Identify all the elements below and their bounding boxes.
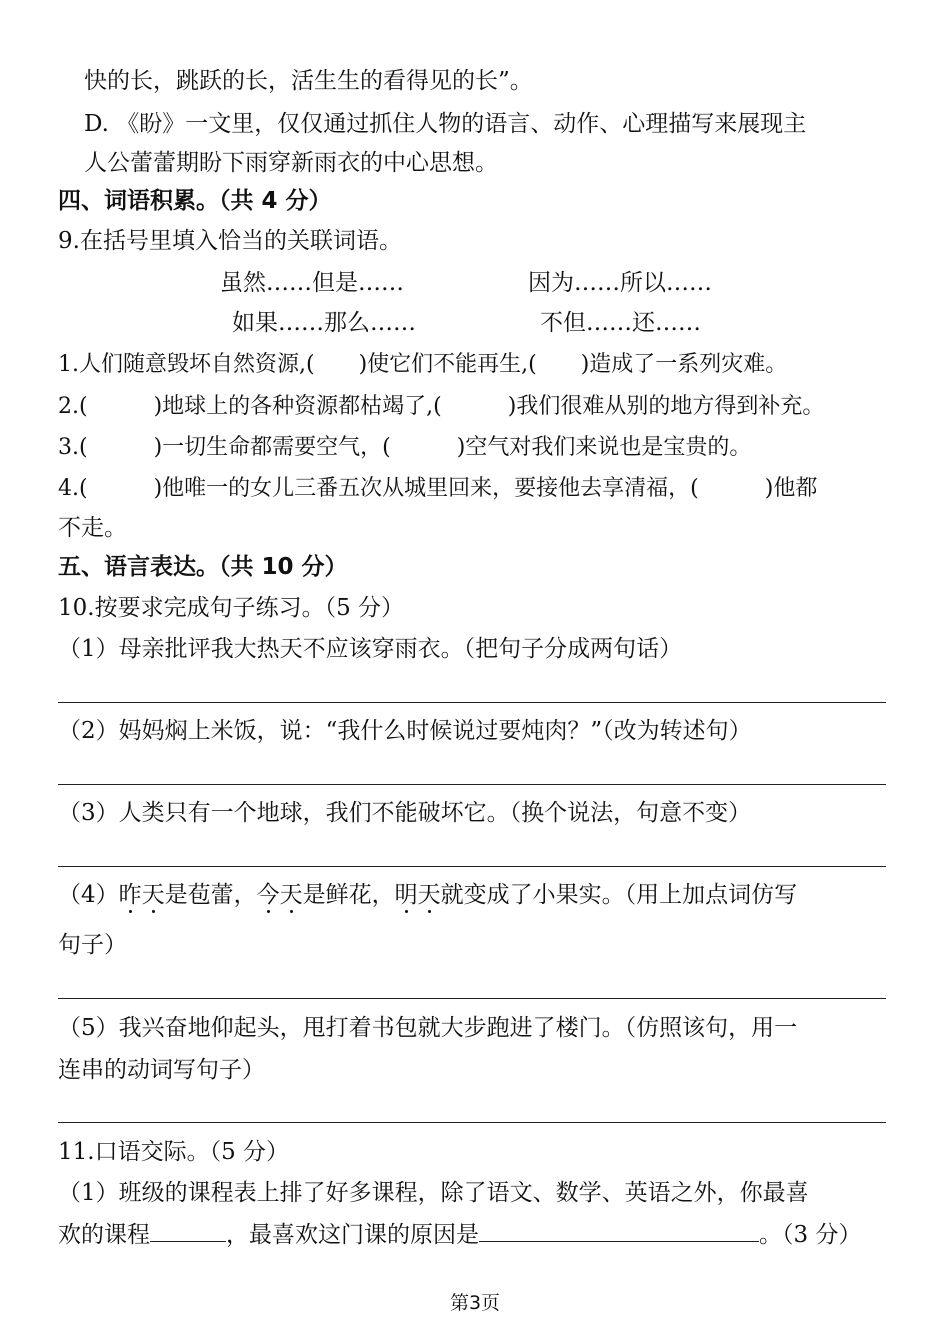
option-c-tail: 快的长，跳跃的长，活生生的看得见的长”。 <box>84 68 533 94</box>
answer-blank-course[interactable] <box>150 1219 226 1242</box>
question-10-5-line2: 连串的动词写句子） <box>58 1057 265 1083</box>
q11-1-suffix: 。（3 分） <box>759 1222 862 1248</box>
dotted-char: 天 <box>141 882 165 908</box>
question-11-1-line1: （1）班级的课程表上排了好多课程，除了语文、数学、英语之外，你最喜 <box>58 1180 809 1206</box>
dotted-char: 明 <box>394 882 418 908</box>
question-10-5-line1: （5）我兴奋地仰起头，甩打着书包就大步跑进了楼门。（仿照该句，用一 <box>58 1015 798 1041</box>
fill-item-1: 1.人们随意毁坏自然资源,( )使它们不能再生,( )造成了一系列灾难。 <box>58 352 788 377</box>
question-10-3: （3）人类只有一个地球，我们不能破坏它。（换个说法，句意不变） <box>58 800 752 826</box>
fill-item-4-line1: 4.( )他唯一的女儿三番五次从城里回来，要接他去享清福，( )他都 <box>58 476 818 501</box>
section-4-heading: 四、词语积累。（共 4 分） <box>58 188 332 214</box>
q10-4-mid: 是鲜花， <box>302 882 395 908</box>
answer-line-10-2[interactable] <box>58 784 886 785</box>
word-option-1: 虽然……但是…… <box>220 270 404 296</box>
section-5-heading: 五、语言表达。（共 10 分） <box>58 554 348 580</box>
dotted-char: 天 <box>417 882 441 908</box>
q11-1-prefix: 欢的课程 <box>58 1222 150 1248</box>
dotted-char: 天 <box>279 882 303 908</box>
q10-4-suffix: 就变成了小果实。（用上加点词仿写 <box>440 882 798 908</box>
question-10-2: （2）妈妈焖上米饭，说：“我什么时候说过要炖肉？”（改为转述句） <box>58 718 752 744</box>
word-option-2: 因为……所以…… <box>528 270 712 296</box>
q10-4-prefix: （4） <box>58 882 119 908</box>
option-d-line2: 人公蕾蕾期盼下雨穿新雨衣的中心思想。 <box>84 150 498 176</box>
word-option-3: 如果……那么…… <box>232 310 416 336</box>
word-option-4: 不但……还…… <box>540 310 701 336</box>
page-number: 第3页 <box>449 1292 501 1314</box>
dotted-char: 昨 <box>118 882 142 908</box>
answer-line-10-1[interactable] <box>58 702 886 703</box>
q11-1-mid: ，最喜欢这门课的原因是 <box>226 1222 479 1248</box>
question-10-4-line2: 句子） <box>58 932 127 958</box>
question-11: 11.口语交际。（5 分） <box>58 1139 290 1165</box>
q10-4-mid: 是苞蕾， <box>164 882 257 908</box>
question-11-1-line2 <box>58 1219 861 1250</box>
dotted-char: 今 <box>256 882 280 908</box>
fill-item-3: 3.( )一切生命都需要空气，( )空气对我们来说也是宝贵的。 <box>58 435 752 460</box>
question-10: 10.按要求完成句子练习。（5 分） <box>58 595 405 621</box>
fill-item-4-line2: 不走。 <box>58 515 127 541</box>
answer-blank-reason[interactable] <box>479 1219 759 1242</box>
question-9: 9.在括号里填入恰当的关联词语。 <box>58 228 402 254</box>
answer-line-10-5[interactable] <box>58 1122 886 1123</box>
answer-line-10-3[interactable] <box>58 866 886 867</box>
option-d-line1: D. 《盼》一文里，仅仅通过抓住人物的语言、动作、心理描写来展现主 <box>84 111 807 137</box>
answer-line-10-4[interactable] <box>58 998 886 999</box>
fill-item-2: 2.( )地球上的各种资源都枯竭了,( )我们很难从别的地方得到补充。 <box>58 394 825 419</box>
question-10-4-line1 <box>58 880 797 910</box>
question-10-1: （1）母亲批评我大热天不应该穿雨衣。（把句子分成两句话） <box>58 636 683 662</box>
